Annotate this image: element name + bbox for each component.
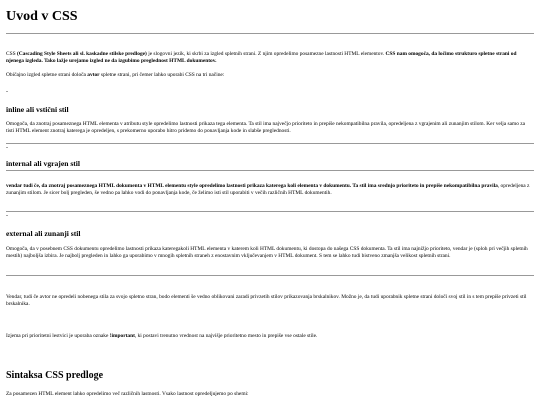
section-dash-1: - [6,89,8,95]
title-divider [6,33,534,34]
section2-title: Sintaksa CSS predloge [6,370,104,381]
section-divider-4 [6,275,534,276]
page-title: Uvod v CSS [6,9,78,24]
section-divider-2 [6,170,534,171]
intro-text: CSS [6,51,17,57]
section-dash-3: - [6,213,8,219]
intro-paragraph-2 [6,72,534,79]
section-dash-2: - [6,145,8,151]
intro-bold-statement: CSS nam omogoča, da ločimo strukturo spletne strani od njenega izgleda. Tako lažje urejamo izgled ne da izgubimo preglednost HTML dokumentov. [6,51,517,65]
important-keyword: !important [109,333,135,339]
section-heading-external: external ali zunanji stil [6,229,81,238]
section-heading-inline: inline ali vstični stil [6,105,69,114]
section-divider-3 [6,211,534,212]
intro2-text: Običajno izgled spletne strani določa [6,72,88,78]
paragraph-important [6,333,534,340]
section-body-inline: Omogoča, da znotraj posameznega HTML elementa v atributu style opredelimo lastnosti prikaza tega elementa. Ta stil ima največjo prioriteto in prepiše nekompatibilna pravila, opredeljena z vgrajenim ali zunanjim stilom. Ker velja samo za tisti HTML element znotraj katerega je opredeljen, s prekomerno uporabo hitro pridemo do ponavljanja kode in slabše preglednosti. [6,121,526,135]
section2-intro: Za posamezen HTML element lahko opredelimo več različnih lastnosti. Vsako lastnost opredeljujemo po shemi: [6,391,249,397]
section-body-external: Omogoča, da v posebnem CSS dokumentu opredelimo lastnosti prikaza kateregakoli HTML elementa v katerem koli HTML dokumentu, ki dostopa do našega CSS dokumenta. Ta stil ima najnižjo prioriteto, vendar je (sploh pri večjih spletnih mestih) najboljša izbira. Je najbolj pregleden in lahko ga uporabimo v mnogih spletnih straneh z enostavnim vključevanjem v HTML dokument. S tem se lahko tudi bistveno zmanjša velikost spletnih strani. [6,246,528,260]
section-heading-internal: internal ali vgrajen stil [6,159,81,168]
intro2-text-end: spletne strani, pri čemer lahko uporabi CSS na tri načine: [99,72,225,78]
paragraph-browser-defaults: Vendar, tudi če avtor ne opredeli nobenega stila za svojo spletno stran, bodo elementi še vedno oblikovani zaradi privzetih stilov prikazovanja brskalnikov. Možno je, da tudi uporabnik spletne strani določi svoj stil in s tem prepiše privzeti stil brskalnika. [6,294,527,308]
intro-bold-expansion: (Cascading Style Sheets ali sl. kaskadne stilske predloge) [16,51,147,57]
section-divider-1 [6,143,534,144]
section-body-internal [6,183,534,197]
intro-paragraph-1 [6,51,534,65]
intro-text-2: je slogovni jezik, ki skrbi za izgled spletnih strani. Z njim opredelimo posamezne lastnosti HTML elementov. [146,51,386,57]
important-text-c: , ki postavi trenutno vrednost na najvišje prioritetno mesto in prepiše vse ostale stile. [134,333,318,339]
intro2-bold-author: avtor [87,72,100,78]
important-text-a: Izjema pri prioritetni lestvici je uporaba oznake [6,333,110,339]
section-body-internal-bold: vendar tudi če, da znotraj posameznega HTML dokumenta v HTML elementu style opredelimo lastnosti prikaza katerega koli elementa v dokumentu. Ta stil ima srednjo prioriteto in prepiše nekompatibilna pravila [6,183,498,189]
section-body-internal-rest: , opredeljena z zunanjim stilom. Je sicer bolj pregleden, še vedno pa lahko vodi do ponavljanja kode, če želimo isti stil uporabiti v večih različnih HTML dokumentih. [6,183,530,197]
